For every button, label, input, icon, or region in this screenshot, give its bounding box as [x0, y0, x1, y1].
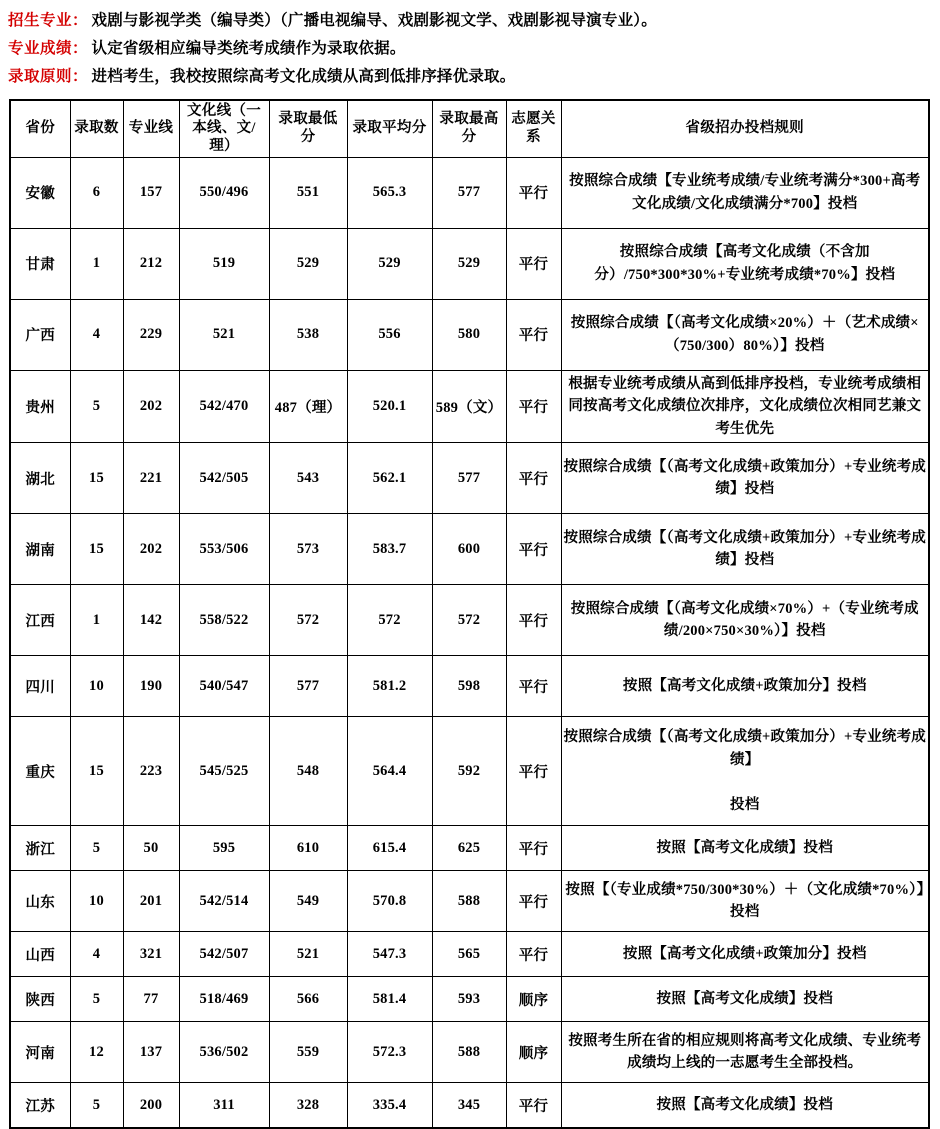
cell-avg-score: 520.1 — [347, 370, 432, 442]
cell-province: 广西 — [10, 299, 70, 370]
cell-min-score: 487（理） — [269, 370, 347, 442]
cell-culture-line: 542/505 — [179, 443, 269, 514]
cell-volunteer: 平行 — [506, 826, 561, 871]
intro-line-major — [8, 11, 932, 32]
cell-min-score: 521 — [269, 932, 347, 977]
cell-min-score: 551 — [269, 157, 347, 228]
cell-max-score: 580 — [432, 299, 506, 370]
intro-label-score: 专业成绩 — [8, 39, 73, 57]
cell-major-line: 200 — [123, 1083, 179, 1129]
cell-min-score: 538 — [269, 299, 347, 370]
cell-culture-line: 519 — [179, 228, 269, 299]
cell-avg-score: 565.3 — [347, 157, 432, 228]
cell-culture-line: 550/496 — [179, 157, 269, 228]
admission-table-wrap — [0, 99, 940, 1129]
cell-count: 4 — [70, 299, 123, 370]
cell-count: 1 — [70, 585, 123, 656]
cell-max-score: 565 — [432, 932, 506, 977]
cell-avg-score: 581.2 — [347, 656, 432, 717]
cell-province: 四川 — [10, 656, 70, 717]
cell-avg-score: 570.8 — [347, 871, 432, 932]
cell-max-score: 588 — [432, 871, 506, 932]
cell-province: 湖南 — [10, 514, 70, 585]
cell-province: 浙江 — [10, 826, 70, 871]
cell-volunteer: 平行 — [506, 871, 561, 932]
cell-culture-line: 536/502 — [179, 1022, 269, 1083]
column-header-count: 录取数 — [70, 100, 123, 158]
cell-min-score: 610 — [269, 826, 347, 871]
cell-count: 15 — [70, 717, 123, 826]
cell-max-score: 588 — [432, 1022, 506, 1083]
cell-avg-score: 583.7 — [347, 514, 432, 585]
cell-major-line: 77 — [123, 977, 179, 1022]
cell-volunteer: 平行 — [506, 228, 561, 299]
cell-avg-score: 581.4 — [347, 977, 432, 1022]
table-row — [10, 826, 929, 871]
table-header — [10, 100, 929, 158]
intro-text-score: 认定省级相应编导类统考成绩作为录取依据。 — [91, 39, 406, 57]
cell-rule: 按照【高考文化成绩】投档 — [561, 1083, 929, 1129]
cell-volunteer: 平行 — [506, 717, 561, 826]
column-header-avg-score: 录取平均分 — [347, 100, 432, 158]
cell-max-score: 529 — [432, 228, 506, 299]
cell-province: 贵州 — [10, 370, 70, 442]
cell-rule: 按照综合成绩【专业统考成绩/专业统考满分*300+高考文化成绩/文化成绩满分*700】投档 — [561, 157, 929, 228]
cell-avg-score: 615.4 — [347, 826, 432, 871]
cell-count: 6 — [70, 157, 123, 228]
cell-rule: 按照【（专业成绩*750/300*30%）＋（文化成绩*70%）】投档 — [561, 871, 929, 932]
cell-min-score: 529 — [269, 228, 347, 299]
cell-min-score: 577 — [269, 656, 347, 717]
cell-rule: 按照综合成绩【高考文化成绩（不含加分）/750*300*30%+专业统考成绩*70%】投档 — [561, 228, 929, 299]
cell-province: 山东 — [10, 871, 70, 932]
cell-province: 河南 — [10, 1022, 70, 1083]
cell-max-score: 572 — [432, 585, 506, 656]
cell-province: 江苏 — [10, 1083, 70, 1129]
cell-max-score: 598 — [432, 656, 506, 717]
table-row — [10, 585, 929, 656]
cell-max-score: 577 — [432, 157, 506, 228]
cell-min-score: 543 — [269, 443, 347, 514]
cell-count: 10 — [70, 656, 123, 717]
cell-culture-line: 542/470 — [179, 370, 269, 442]
intro-line-score — [8, 39, 932, 60]
cell-major-line: 223 — [123, 717, 179, 826]
table-header-row — [10, 100, 929, 158]
cell-min-score: 559 — [269, 1022, 347, 1083]
cell-province: 湖北 — [10, 443, 70, 514]
cell-count: 1 — [70, 228, 123, 299]
cell-max-score: 600 — [432, 514, 506, 585]
cell-culture-line: 558/522 — [179, 585, 269, 656]
cell-volunteer: 平行 — [506, 157, 561, 228]
cell-culture-line: 595 — [179, 826, 269, 871]
cell-avg-score: 564.4 — [347, 717, 432, 826]
table-row — [10, 717, 929, 826]
cell-rule: 按照【高考文化成绩】投档 — [561, 977, 929, 1022]
table-row — [10, 228, 929, 299]
cell-major-line: 50 — [123, 826, 179, 871]
intro-text-principle: 进档考生，我校按照综高考文化成绩从高到低排序择优录取。 — [91, 67, 516, 85]
cell-avg-score: 335.4 — [347, 1083, 432, 1129]
cell-max-score: 345 — [432, 1083, 506, 1129]
column-header-rule: 省级招办投档规则 — [561, 100, 929, 158]
cell-count: 5 — [70, 977, 123, 1022]
cell-max-score: 625 — [432, 826, 506, 871]
cell-count: 15 — [70, 443, 123, 514]
table-row — [10, 871, 929, 932]
cell-volunteer: 顺序 — [506, 977, 561, 1022]
intro-colon-score: ： — [72, 39, 88, 57]
cell-rule: 按照综合成绩【（高考文化成绩+政策加分）+专业统考成绩】 投档 — [561, 717, 929, 826]
table-row — [10, 157, 929, 228]
cell-culture-line: 521 — [179, 299, 269, 370]
cell-avg-score: 572.3 — [347, 1022, 432, 1083]
cell-volunteer: 平行 — [506, 514, 561, 585]
cell-rule: 按照【高考文化成绩+政策加分】投档 — [561, 656, 929, 717]
table-row — [10, 1022, 929, 1083]
cell-min-score: 549 — [269, 871, 347, 932]
cell-rule: 按照综合成绩【（高考文化成绩×20%）＋（艺术成绩×（750/300）80%）】投档 — [561, 299, 929, 370]
table-row — [10, 370, 929, 442]
intro-text-major: 戏剧与影视学类（编导类）（广播电视编导、戏剧影视文学、戏剧影视导演专业）。 — [91, 12, 657, 29]
cell-max-score: 592 — [432, 717, 506, 826]
cell-major-line: 229 — [123, 299, 179, 370]
column-header-culture-line: 文化线（一本线、文/理） — [179, 100, 269, 158]
cell-volunteer: 平行 — [506, 585, 561, 656]
cell-min-score: 566 — [269, 977, 347, 1022]
cell-culture-line: 542/507 — [179, 932, 269, 977]
cell-province: 重庆 — [10, 717, 70, 826]
intro-label-principle: 录取原则 — [8, 67, 73, 85]
column-header-min-score: 录取最低分 — [269, 100, 347, 158]
cell-volunteer: 平行 — [506, 656, 561, 717]
cell-volunteer: 平行 — [506, 299, 561, 370]
cell-culture-line: 553/506 — [179, 514, 269, 585]
cell-province: 江西 — [10, 585, 70, 656]
cell-volunteer: 平行 — [506, 1083, 561, 1129]
cell-volunteer: 顺序 — [506, 1022, 561, 1083]
cell-volunteer: 平行 — [506, 370, 561, 442]
cell-avg-score: 562.1 — [347, 443, 432, 514]
intro-block — [0, 0, 940, 88]
admission-table — [9, 99, 930, 1129]
cell-count: 5 — [70, 826, 123, 871]
cell-culture-line: 545/525 — [179, 717, 269, 826]
cell-max-score: 589（文） — [432, 370, 506, 442]
cell-volunteer: 平行 — [506, 443, 561, 514]
intro-colon-principle: ： — [72, 67, 88, 85]
table-row — [10, 977, 929, 1022]
cell-count: 15 — [70, 514, 123, 585]
cell-major-line: 157 — [123, 157, 179, 228]
cell-max-score: 593 — [432, 977, 506, 1022]
cell-count: 12 — [70, 1022, 123, 1083]
cell-min-score: 572 — [269, 585, 347, 656]
cell-major-line: 201 — [123, 871, 179, 932]
cell-major-line: 202 — [123, 514, 179, 585]
table-body — [10, 157, 929, 1128]
column-header-province: 省份 — [10, 100, 70, 158]
cell-rule: 按照【高考文化成绩+政策加分】投档 — [561, 932, 929, 977]
table-row — [10, 443, 929, 514]
table-row — [10, 1083, 929, 1129]
cell-province: 山西 — [10, 932, 70, 977]
intro-line-principle — [8, 67, 932, 88]
cell-culture-line: 311 — [179, 1083, 269, 1129]
cell-major-line: 221 — [123, 443, 179, 514]
cell-culture-line: 540/547 — [179, 656, 269, 717]
cell-major-line: 321 — [123, 932, 179, 977]
cell-rule: 按照综合成绩【（高考文化成绩+政策加分）+专业统考成绩】投档 — [561, 443, 929, 514]
intro-label-major: 招生专业 — [8, 12, 73, 29]
cell-rule: 按照【高考文化成绩】投档 — [561, 826, 929, 871]
cell-rule: 按照考生所在省的相应规则将高考文化成绩、专业统考成绩均上线的一志愿考生全部投档。 — [561, 1022, 929, 1083]
cell-rule: 按照综合成绩【（高考文化成绩×70%）+（专业统考成绩/200×750×30%）】投档 — [561, 585, 929, 656]
cell-major-line: 190 — [123, 656, 179, 717]
cell-avg-score: 547.3 — [347, 932, 432, 977]
intro-colon-major: ： — [72, 12, 88, 29]
cell-avg-score: 556 — [347, 299, 432, 370]
cell-culture-line: 542/514 — [179, 871, 269, 932]
cell-min-score: 573 — [269, 514, 347, 585]
cell-count: 10 — [70, 871, 123, 932]
column-header-major-line: 专业线 — [123, 100, 179, 158]
cell-avg-score: 529 — [347, 228, 432, 299]
cell-avg-score: 572 — [347, 585, 432, 656]
cell-province: 陕西 — [10, 977, 70, 1022]
cell-count: 5 — [70, 370, 123, 442]
cell-major-line: 202 — [123, 370, 179, 442]
cell-major-line: 142 — [123, 585, 179, 656]
cell-volunteer: 平行 — [506, 932, 561, 977]
cell-province: 甘肃 — [10, 228, 70, 299]
cell-min-score: 548 — [269, 717, 347, 826]
table-row — [10, 514, 929, 585]
column-header-volunteer: 志愿关系 — [506, 100, 561, 158]
table-row — [10, 932, 929, 977]
cell-rule: 根据专业统考成绩从高到低排序投档，专业统考成绩相同按高考文化成绩位次排序，文化成绩位次相同艺兼文考生优先 — [561, 370, 929, 442]
table-row — [10, 299, 929, 370]
column-header-max-score: 录取最高分 — [432, 100, 506, 158]
table-row — [10, 656, 929, 717]
cell-max-score: 577 — [432, 443, 506, 514]
cell-major-line: 212 — [123, 228, 179, 299]
cell-culture-line: 518/469 — [179, 977, 269, 1022]
cell-count: 5 — [70, 1083, 123, 1129]
cell-major-line: 137 — [123, 1022, 179, 1083]
cell-count: 4 — [70, 932, 123, 977]
cell-province: 安徽 — [10, 157, 70, 228]
cell-min-score: 328 — [269, 1083, 347, 1129]
cell-rule: 按照综合成绩【（高考文化成绩+政策加分）+专业统考成绩】投档 — [561, 514, 929, 585]
